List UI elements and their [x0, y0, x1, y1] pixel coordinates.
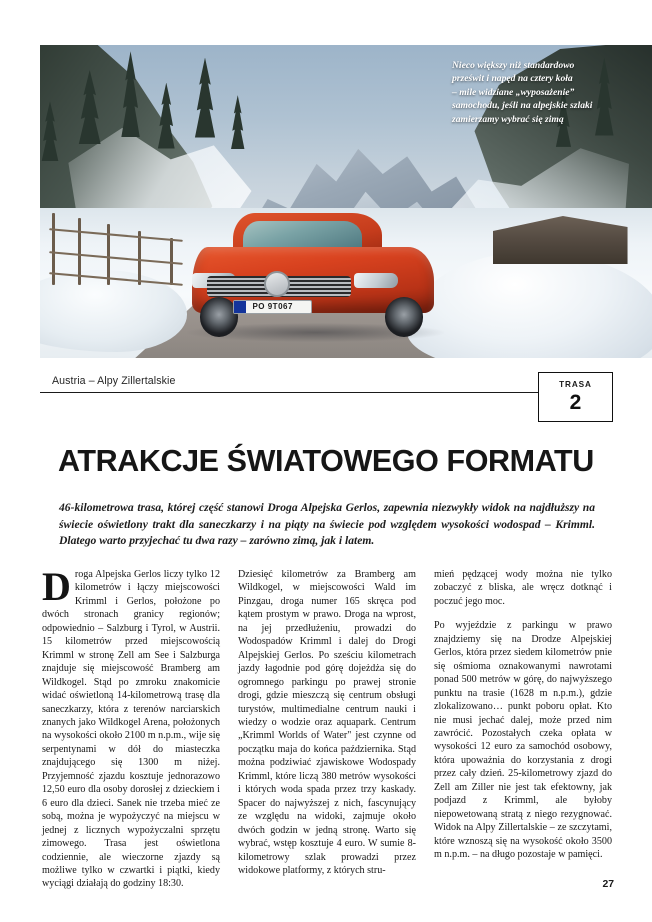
- headlight-right: [354, 273, 398, 287]
- route-badge: [538, 372, 613, 422]
- lead-paragraph: 46-kilometrowa trasa, której część stanowi Droga Alpejska Gerlos, zapewnia niezwykły widok na najdłuższy na świecie oświetlony trakt dla saneczkarzy i na piąty na świecie pod względem wysokości wodospad – Krimml. Dlatego warto przyjechać tu dwa razy – zarówno zimą, jak i latem.: [59, 501, 595, 548]
- page-number: 27: [602, 879, 614, 890]
- front-right-wheel: [385, 297, 424, 336]
- article-body: [42, 564, 612, 891]
- body-column-3: [434, 568, 612, 891]
- volkswagen-passat-alltrack: [187, 208, 444, 339]
- photo-caption-line: samochodu, jeśli na alpejskie szlaki: [452, 100, 593, 112]
- photo-caption: [452, 59, 652, 126]
- photo-caption-line: prześwit i napęd na cztery koła: [452, 73, 573, 85]
- kicker-rule: [40, 392, 538, 393]
- route-badge-label: TRASA: [559, 380, 592, 390]
- body-column-1: [42, 564, 220, 891]
- photo-caption-line: zamierzamy wybrać się zimą: [452, 113, 564, 125]
- page-title: ATRAKCJE ŚWIATOWEGO FORMATU: [58, 444, 594, 479]
- hero-photo: [40, 45, 652, 358]
- route-badge-number: 2: [569, 390, 582, 414]
- body-paragraph: Dziesięć kilometrów za Bramberg am Wildkogel, w miejscowości Wald im Pinzgau, droga numer 165 skręca pod kątem prostym w prawo. Droga na wprost, na jej przedłużeniu, prowadzi do Wodospadów Krimml i dalej do Drogi Alpejskiej Gerlos. Po sześciu kilometrach jazdy łagodnie pod górę dojeżdża się do ogromnego parkingu po prawej stronie drogi, gdzie mieszczą się centrum obsługi turystów, multimedialne centrum nauki i wiedzy o wodzie oraz aquapark. Centrum „Krimml Worlds of Water" jest czynne od początku maja do końca października. Stąd można podziwiać zjawiskowe Wodospady Krimml, które liczą 380 metrów wysokości i których woda spada przez trzy kaskady. Spacer do najwyższej z nich, fascynujący ze względu na widoki, zajmuje około dwóch godzin w jedną stronę. Warto się wybrać, wstęp kosztuje 4 euro. W sumie 8-kilometrowy szlak prowadzi przez widokowe platformy, z których stru-: [238, 569, 416, 876]
- fence-post: [138, 231, 141, 285]
- photo-caption-line: – mile widziane „wyposażenie”: [452, 86, 575, 98]
- wooden-fence: [46, 208, 205, 296]
- body-column-2: [238, 568, 416, 891]
- kicker-row: [40, 375, 612, 423]
- fence-rail: [49, 228, 182, 242]
- body-paragraph: mień pędzącej wody można nie tylko zobaczyć z bliska, ale wręcz dotknąć i poczuć jego moc.: [434, 569, 612, 607]
- body-paragraph: Droga Alpejska Gerlos liczy tylko 12 kilometrów i łączy miejscowości Krimml i Gerlos, położone po dwóch stronach granicy regionów; odpowiednio – Salzburg i Tyrol, w Austrii. 15 kilometrów przed miejscowością Krimml w stronę Zell am See i Salzburga znajduje się miejscowość Bramberg am Wildkogel. Stąd po zmroku znakomicie widać oświetloną 14-kilometrową trasę dla saneczkarzy, która z terenów narciarskich znanych jako Wildkogel Arena, położonych na wysokości około 2100 m n.p.m., wije się serpentynami w dół do miasteczka znajdującego się 1300 m niżej. Przyjemność zjazdu kosztuje jednorazowo 12,50 euro dla osoby dorosłej z dzieckiem i 6 euro dla dzieci. Sanek nie trzeba mieć ze sobą, można je wypożyczyć na miejscu w jednej z licznych wypożyczalni sprzętu zimowego. Trasa jest oświetlona codziennie, ale wieczorne zjazdy są możliwe tylko w czwartki i piątki, kiedy wyciągi działają do godziny 18:30.: [42, 564, 220, 890]
- photo-caption-line: Nieco większy niż standardowo: [452, 60, 575, 71]
- breadcrumb: Austria – Alpy Zillertalskie: [52, 375, 176, 387]
- license-plate: [233, 300, 312, 314]
- vw-logo-icon: [264, 271, 290, 297]
- license-plate-text: PO 9T067: [252, 302, 293, 312]
- fence-rail: [49, 251, 182, 265]
- eu-plate-band: [234, 301, 246, 313]
- fence-rail: [49, 272, 182, 286]
- body-paragraph: Po wyjeździe z parkingu w prawo znajdziemy się na Drodze Alpejskiej Gerlos, która przez siedem kilometrów pnie się ośmioma oznakowanymi nawrotami ponad 500 metrów w górę, do najwyższego punktu na trasie (1628 m n.p.m.), gdzie zlokalizowano… punkt poboru opłat. Kto nie musi jechać dalej, może przed nim zawrócić. Pozostałych czeka opłata w wysokości 12 euro za samochód osobowy, która upoważnia do korzystania z drogi przez cały dzień. 25-kilometrowy zjazd do Zell am Ziller nie jest tak efektowny, jak podjazd z Krimml, ale byłoby niepowetowaną stratą z niego rezygnować. Widok na Alpy Zillertalskie – ze szczytami, które wznoszą się na wysokość około 3500 m n.p.m. – na długo pozostaje w pamięci.: [434, 620, 612, 861]
